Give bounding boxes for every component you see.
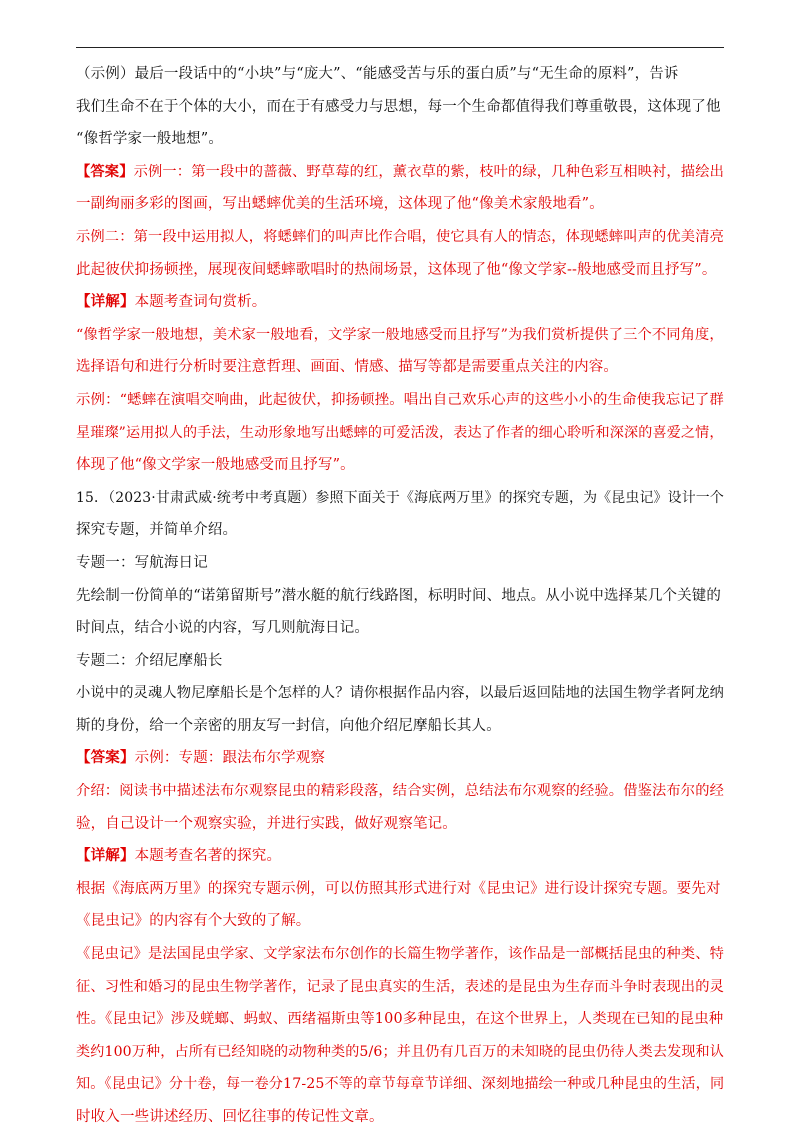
line-text: “像哲学家一般地想，美术家一般地看，文学家一般地感受而且抒写”为我们赏析提供了三个不同角度， bbox=[76, 326, 724, 343]
line-text: 专题一：写航海日记 bbox=[76, 554, 208, 571]
answer-tag: 【详解】 bbox=[76, 847, 135, 865]
line-text: 我们生命不在于个体的大小，而在于有感受力与思想，每一个生命都值得我们尊重敬畏，这体现了他 bbox=[76, 98, 721, 115]
text-line bbox=[76, 971, 724, 1004]
line-text: 示例：专题：跟法布尔学观察 bbox=[134, 750, 326, 767]
line-text: 15．（2023·甘肃武威·统考中考真题）参照下面关于《海底两万里》的探究专题，为《昆虫记》设计一个 bbox=[76, 489, 724, 506]
line-text: 类约100万种，占所有已经知晓的动物种类的5/6；并且仍有几百万的未知晓的昆虫仍待人类去发现和认 bbox=[76, 1043, 724, 1060]
answer-tag: 【答案】 bbox=[76, 749, 135, 767]
text-line bbox=[76, 710, 724, 743]
answer-tag: 【详解】 bbox=[76, 293, 135, 311]
line-text: 《昆虫记》是法国昆虫学家、文学家法布尔创作的长篇生物学著作，该作品是一部概括昆虫的种类、特 bbox=[76, 946, 724, 963]
text-line bbox=[76, 58, 724, 91]
text-line bbox=[76, 286, 724, 319]
header-rule bbox=[76, 47, 724, 48]
text-line bbox=[76, 742, 724, 775]
line-text: 先绘制一份简单的“诺第留斯号”潜水艇的航行线路图，标明时间、地点。从小说中选择某几个关键的 bbox=[76, 587, 722, 604]
text-line bbox=[76, 449, 724, 482]
line-text: （示例）最后一段话中的“小块”与“庞大”、“能感受苦与乐的蛋白质”与“无生命的原料”，告诉 bbox=[76, 66, 679, 82]
text-line bbox=[76, 1101, 724, 1134]
line-text: 本题考查词句赏析。 bbox=[134, 294, 267, 311]
answer-tag: 【答案】 bbox=[76, 163, 134, 180]
text-line bbox=[76, 612, 724, 645]
line-text: 体现了他“像文学家一般地感受而且抒写”。 bbox=[76, 457, 355, 474]
line-text: 本题考查名著的探究。 bbox=[134, 848, 282, 865]
line-text: 小说中的灵魂人物尼摩船长是个怎样的人？请你根据作品内容，以最后返回陆地的法国生物学者阿龙纳 bbox=[76, 685, 724, 702]
line-text: 星璀璨”运用拟人的手法，生动形象地写出蟋蟀的可爱活泼，表达了作者的细心聆听和深深的喜爱之情， bbox=[76, 424, 724, 441]
document-body bbox=[76, 58, 724, 1134]
text-line bbox=[76, 905, 724, 938]
text-line bbox=[76, 645, 724, 678]
text-line bbox=[76, 482, 724, 515]
line-text: 示例二：第一段中运用拟人，将蟋蟀们的叫声比作合唱，使它具有人的情态，体现蟋蟀叫声的优美清亮 bbox=[76, 228, 724, 245]
text-line bbox=[76, 514, 724, 547]
line-text: 时收入一些讲述经历、回忆往事的传记性文章。 bbox=[76, 1109, 384, 1125]
text-line bbox=[76, 677, 724, 710]
text-line bbox=[76, 384, 724, 417]
text-line bbox=[76, 808, 724, 841]
text-line bbox=[76, 156, 724, 189]
text-line bbox=[76, 319, 724, 352]
line-text: 根据《海底两万里》的探究专题示例，可以仿照其形式进行对《昆虫记》进行设计探究专题。要先对 bbox=[76, 880, 721, 897]
line-text: “像哲学家一般地想”。 bbox=[76, 131, 223, 148]
line-text: 此起彼伏抑扬顿挫，展现夜间蟋蟀歌唱时的热闹场景，这体现了他“像文学家--般地感受而且抒写”。 bbox=[76, 261, 717, 278]
text-line bbox=[76, 417, 724, 450]
line-text: 时间点，结合小说的内容，写几则航海日记。 bbox=[76, 620, 369, 637]
line-text: 《昆虫记》的内容有个大致的了解。 bbox=[76, 913, 311, 930]
text-line bbox=[76, 775, 724, 808]
text-line bbox=[76, 580, 724, 613]
text-line bbox=[76, 1003, 724, 1036]
text-line bbox=[76, 188, 724, 221]
text-line bbox=[76, 123, 724, 156]
line-text: 性。《昆虫记》涉及蜣螂、蚂蚁、西绪福斯虫等100多种昆虫，在这个世界上，人类现在已知的昆虫种 bbox=[76, 1011, 724, 1028]
line-text: 专题二：介绍尼摩船长 bbox=[76, 652, 223, 669]
line-text: 斯的身份，给一个亲密的朋友写一封信，向他介绍尼摩船长其人。 bbox=[76, 717, 501, 734]
line-text: 验，自己设计一个观察实验，并进行实践，做好观察笔记。 bbox=[76, 815, 457, 832]
line-text: 知。《昆虫记》分十卷，每一卷分17-25不等的章节每章节详细、深刻地描绘一种或几种昆虫的生活，同 bbox=[76, 1076, 724, 1093]
text-line bbox=[76, 938, 724, 971]
text-line bbox=[76, 91, 724, 124]
line-text: 探究专题，并简单介绍。 bbox=[76, 522, 238, 539]
line-text: 介绍：阅读书中描述法布尔观察昆虫的精彩段落，结合实例，总结法布尔观察的经验。借鉴法布尔的经 bbox=[76, 783, 724, 800]
line-text: 示例一：第一段中的蔷薇、野草莓的红，薰衣草的紫，枝叶的绿，几种色彩互相映衬，描绘出 bbox=[133, 163, 724, 180]
line-text: 征、习性和婚习的昆虫生物学著作，记录了昆虫真实的生活，表述的是昆虫为生存而斗争时表现出的灵 bbox=[76, 978, 724, 995]
line-text: 一副绚丽多彩的图画，写出蟋蟀优美的生活环境，这体现了他“像美术家般地看”。 bbox=[76, 196, 604, 213]
text-line bbox=[76, 221, 724, 254]
line-text: 选择语句和进行分析时要注意哲理、画面、情感、描写等都是需要重点关注的内容。 bbox=[76, 359, 619, 376]
text-line bbox=[76, 840, 724, 873]
text-line bbox=[76, 1068, 724, 1101]
line-text: 示例：“蟋蟀在演唱交响曲，此起彼伏，抑扬顿挫。唱出自己欢乐心声的这些小小的生命使我忘记了群 bbox=[76, 391, 724, 408]
text-line bbox=[76, 351, 724, 384]
text-line bbox=[76, 547, 724, 580]
text-line bbox=[76, 254, 724, 287]
text-line bbox=[76, 873, 724, 906]
text-line bbox=[76, 1036, 724, 1069]
